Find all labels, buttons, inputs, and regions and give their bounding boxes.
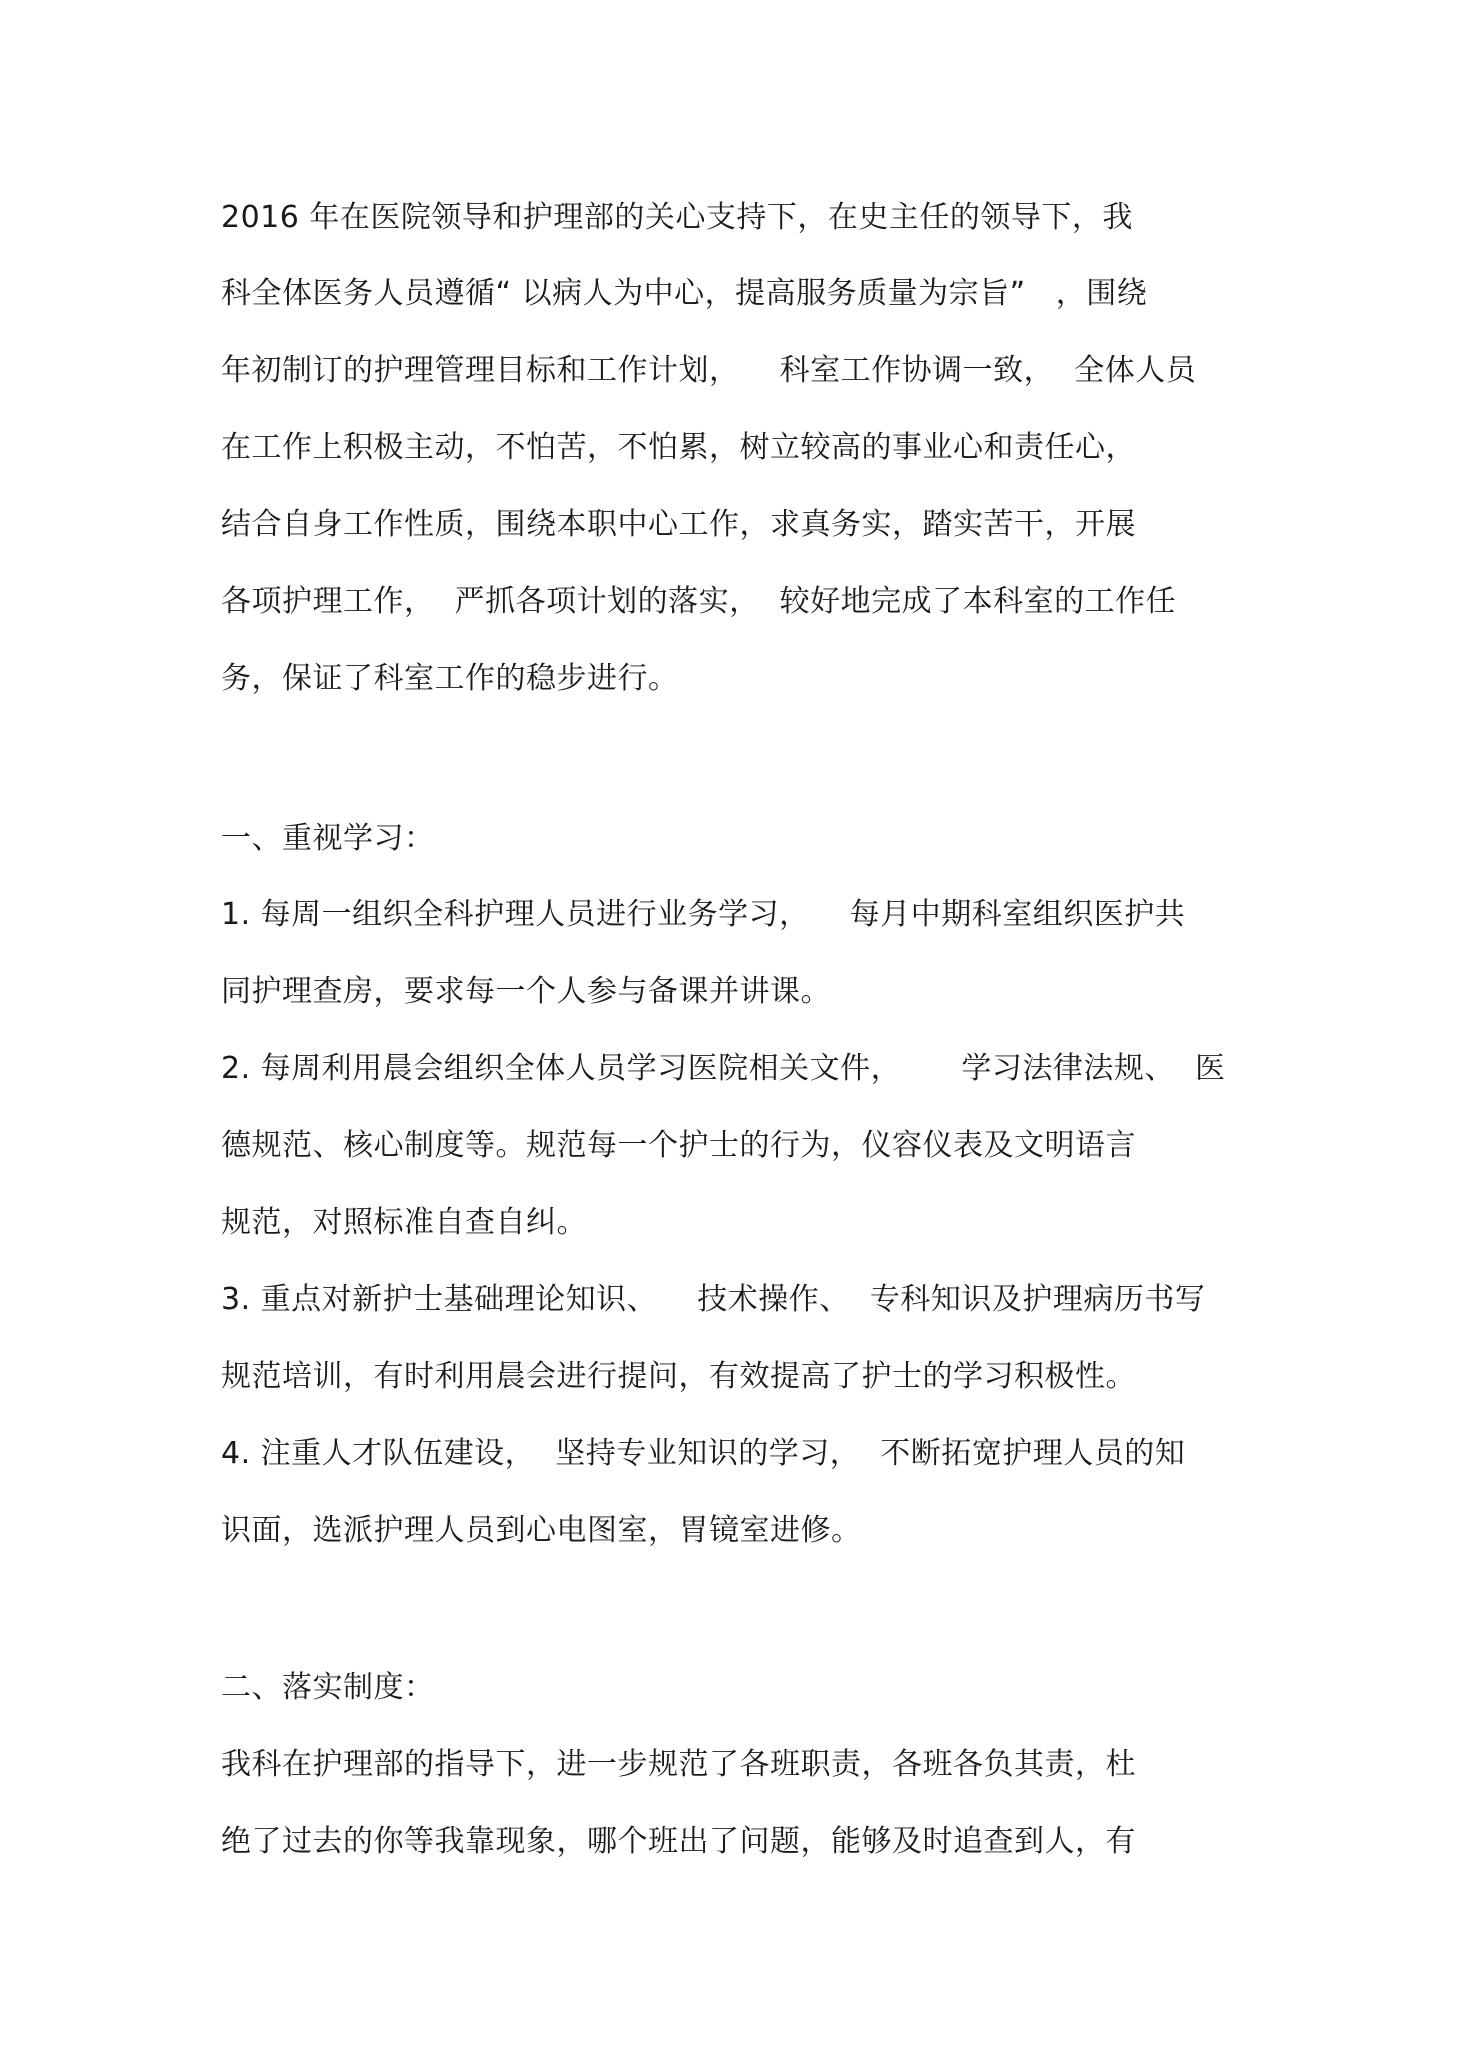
section-line: 1. 每周一组织全科护理人员进行业务学习， 每月中期科室组织医护共 bbox=[221, 897, 1186, 932]
section-heading: 二、落实制度： bbox=[221, 1670, 435, 1705]
intro-line: 科全体医务人员遵循“ 以病人为中心，提高服务质量为宗旨” ，围绕 bbox=[221, 276, 1148, 311]
section-heading: 一、重视学习： bbox=[221, 821, 435, 856]
intro-line: 务，保证了科室工作的稳步进行。 bbox=[221, 661, 679, 696]
section-line: 德规范、核心制度等。规范每一个护士的行为，仪容仪表及文明语言 bbox=[221, 1128, 1136, 1163]
section-line: 同护理查房，要求每一个人参与备课并讲课。 bbox=[221, 974, 831, 1009]
intro-line: 2016 年在医院领导和护理部的关心支持下，在史主任的领导下，我 bbox=[221, 200, 1133, 235]
section-line: 4. 注重人才队伍建设， 坚持专业知识的学习， 不断拓宽护理人员的知 bbox=[221, 1436, 1186, 1471]
section-line: 规范，对照标准自查自纠。 bbox=[221, 1205, 587, 1240]
section-line: 3. 重点对新护士基础理论知识、 技术操作、 专科知识及护理病历书写 bbox=[221, 1282, 1206, 1317]
section-line: 规范培训，有时利用晨会进行提问，有效提高了护士的学习积极性。 bbox=[221, 1359, 1136, 1394]
section-line: 识面，选派护理人员到心电图室，胃镜室进修。 bbox=[221, 1513, 862, 1548]
intro-line: 年初制订的护理管理目标和工作计划， 科室工作协调一致， 全体人员 bbox=[221, 353, 1197, 388]
section-line: 我科在护理部的指导下，进一步规范了各班职责，各班各负其责，杜 bbox=[221, 1747, 1136, 1782]
section-line: 2. 每周利用晨会组织全体人员学习医院相关文件， 学习法律法规、 医 bbox=[221, 1051, 1226, 1086]
intro-line: 在工作上积极主动，不怕苦，不怕累，树立较高的事业心和责任心， bbox=[221, 430, 1136, 465]
intro-line: 结合自身工作性质，围绕本职中心工作，求真务实，踏实苦干，开展 bbox=[221, 507, 1136, 542]
section-line: 绝了过去的你等我靠现象，哪个班出了问题，能够及时追查到人，有 bbox=[221, 1824, 1136, 1859]
intro-line: 各项护理工作， 严抓各项计划的落实， 较好地完成了本科室的工作任 bbox=[221, 584, 1177, 619]
